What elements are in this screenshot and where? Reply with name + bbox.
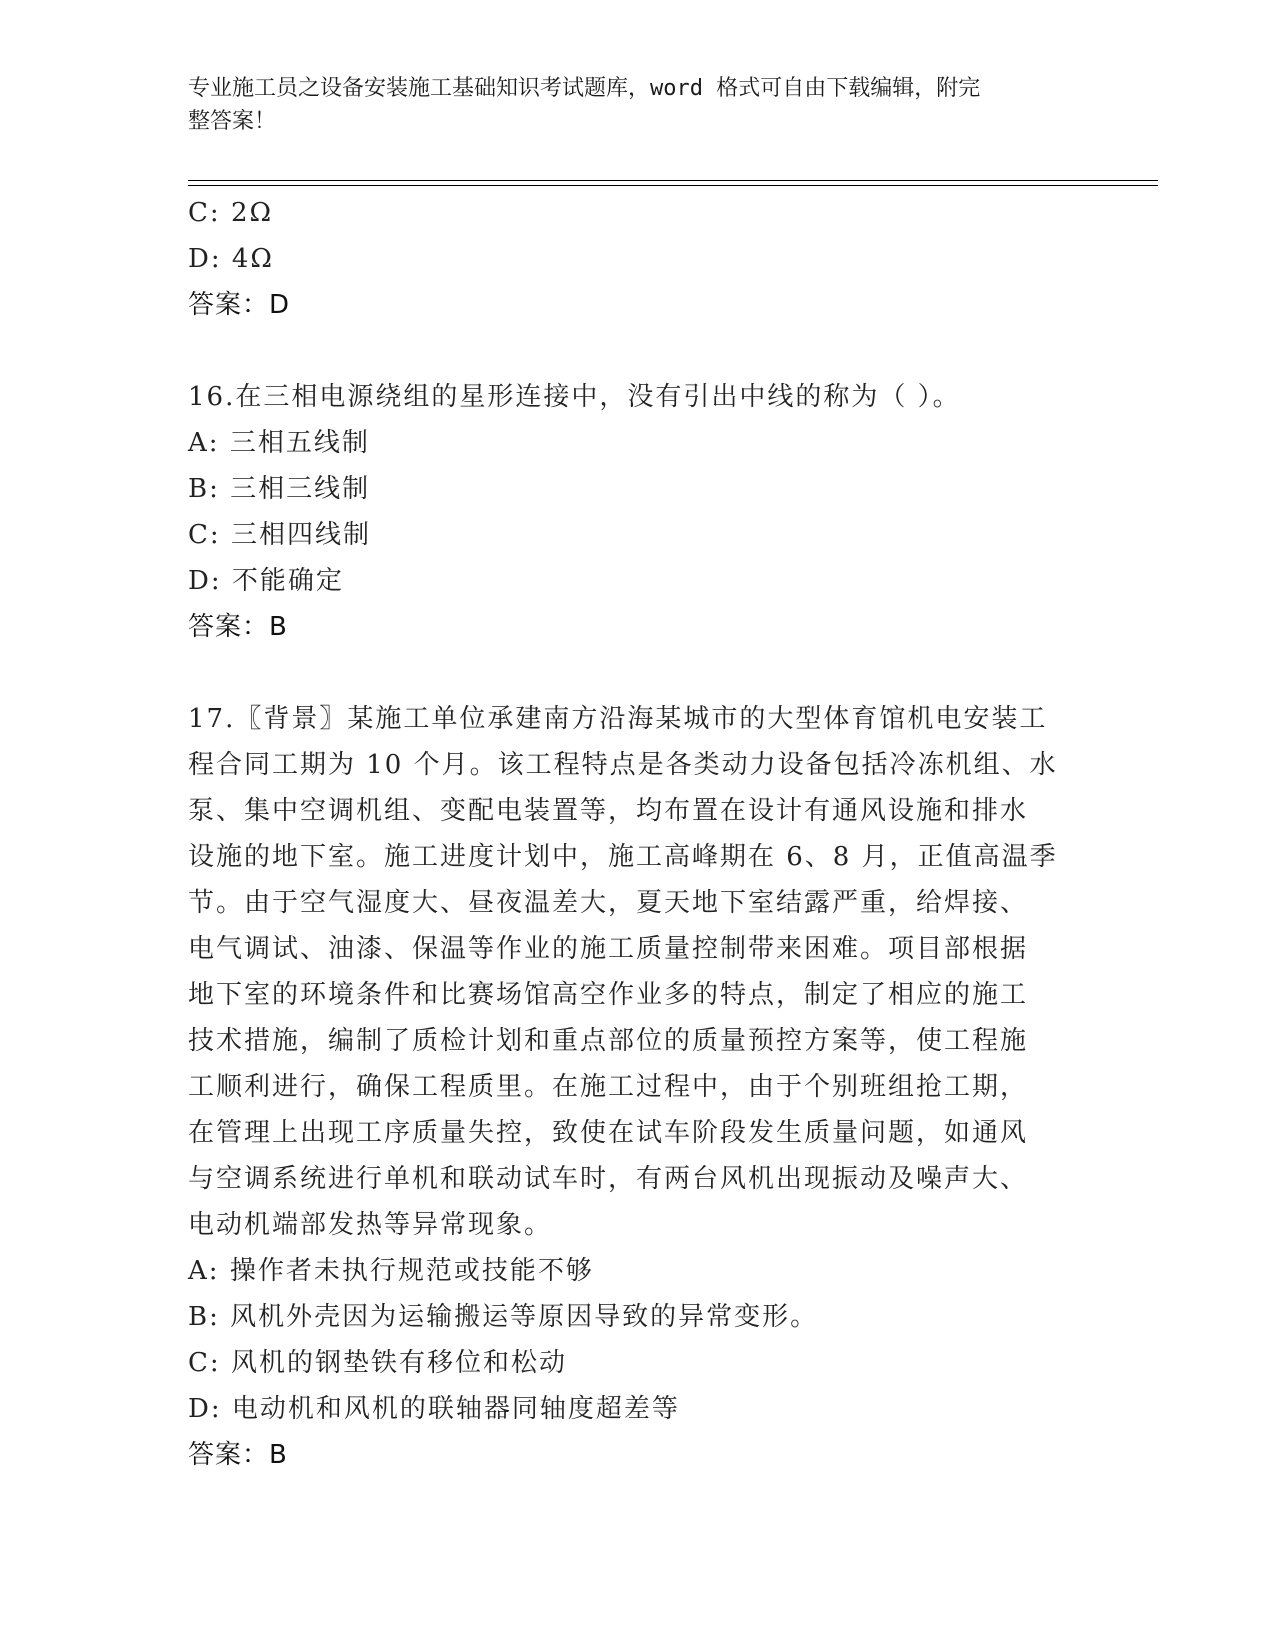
question-16 <box>188 374 1088 650</box>
option-text: 不能确定 <box>231 566 344 596</box>
answer: 答案：D <box>188 290 291 320</box>
option-text: 三相五线制 <box>229 428 370 458</box>
question-stem-line: 在管理上出现工序质量失控，致使在试车阶段发生质量问题，如通风 <box>188 1118 1029 1148</box>
header-rule-top <box>188 180 1158 181</box>
option-a: A: 操作者未执行规范或技能不够 <box>188 1256 594 1286</box>
header-line-1: 专业施工员之设备安装施工基础知识考试题库，word 格式可自由下载编辑，附完 <box>188 76 981 101</box>
question-stem: 16.在三相电源绕组的星形连接中，没有引出中线的称为（ ）。 <box>188 382 961 412</box>
question-stem-line: 地下室的环境条件和比赛场馆高空作业多的特点，制定了相应的施工 <box>188 980 1029 1010</box>
option-label: A <box>188 1256 209 1286</box>
question-stem-line: 设施的地下室。施工进度计划中，施工高峰期在 6、8 月，正值高温季 <box>188 842 1058 872</box>
answer: 答案：B <box>188 612 288 642</box>
option-text: 2Ω <box>230 198 274 228</box>
option-text: 4Ω <box>231 244 274 274</box>
option-c: C: 2Ω <box>188 198 274 228</box>
document-header <box>188 72 1088 138</box>
spacer <box>188 650 1088 696</box>
option-label: C <box>188 1348 210 1378</box>
question-17 <box>188 696 1088 1478</box>
option-text: 三相四线制 <box>230 520 371 550</box>
option-label: D <box>188 244 211 274</box>
header-line-2: 整答案！ <box>188 109 277 134</box>
option-label: D <box>188 1394 211 1424</box>
option-label: B <box>188 474 210 504</box>
option-label: B <box>188 1302 210 1332</box>
question-stem-line: 17.〖背景〗某施工单位承建南方沿海某城市的大型体育馆机电安装工 <box>188 704 1048 734</box>
option-c: C: 三相四线制 <box>188 520 371 550</box>
option-c: C: 风机的钢垫铁有移位和松动 <box>188 1348 567 1378</box>
answer: 答案：B <box>188 1440 288 1470</box>
question-stem-line: 程合同工期为 10 个月。该工程特点是各类动力设备包括冷冻机组、水 <box>188 750 1058 780</box>
prev-question <box>188 190 1088 328</box>
option-d: D: 4Ω <box>188 244 274 274</box>
option-text: 操作者未执行规范或技能不够 <box>229 1256 594 1286</box>
option-text: 风机的钢垫铁有移位和松动 <box>230 1348 567 1378</box>
option-text: 三相三线制 <box>230 474 371 504</box>
question-stem-line: 技术措施，编制了质检计划和重点部位的质量预控方案等，使工程施 <box>188 1026 1029 1056</box>
option-b: B: 风机外壳因为运输搬运等原因导致的异常变形。 <box>188 1302 819 1332</box>
question-stem-line: 电气调试、油漆、保温等作业的施工质量控制带来困难。项目部根据 <box>188 934 1029 964</box>
spacer <box>188 328 1088 374</box>
question-stem-line: 节。由于空气湿度大、昼夜温差大，夏天地下室结露严重，给焊接、 <box>188 888 1029 918</box>
option-label: C <box>188 198 210 228</box>
option-d: D: 电动机和风机的联轴器同轴度超差等 <box>188 1394 680 1424</box>
question-stem-line: 与空调系统进行单机和联动试车时，有两台风机出现振动及噪声大、 <box>188 1164 1029 1194</box>
option-d: D: 不能确定 <box>188 566 344 596</box>
option-text: 风机外壳因为运输搬运等原因导致的异常变形。 <box>230 1302 819 1332</box>
option-text: 电动机和风机的联轴器同轴度超差等 <box>231 1394 680 1424</box>
option-a: A: 三相五线制 <box>188 428 370 458</box>
option-label: A <box>188 428 209 458</box>
header-rule-bottom <box>188 185 1158 186</box>
option-label: D <box>188 566 211 596</box>
question-stem-line: 泵、集中空调机组、变配电装置等，均布置在设计有通风设施和排水 <box>188 796 1029 826</box>
option-b: B: 三相三线制 <box>188 474 371 504</box>
option-label: C <box>188 520 210 550</box>
document-body <box>188 190 1088 1478</box>
question-stem-line: 电动机端部发热等异常现象。 <box>188 1210 553 1240</box>
question-stem-line: 工顺利进行，确保工程质里。在施工过程中，由于个别班组抢工期， <box>188 1072 1029 1102</box>
